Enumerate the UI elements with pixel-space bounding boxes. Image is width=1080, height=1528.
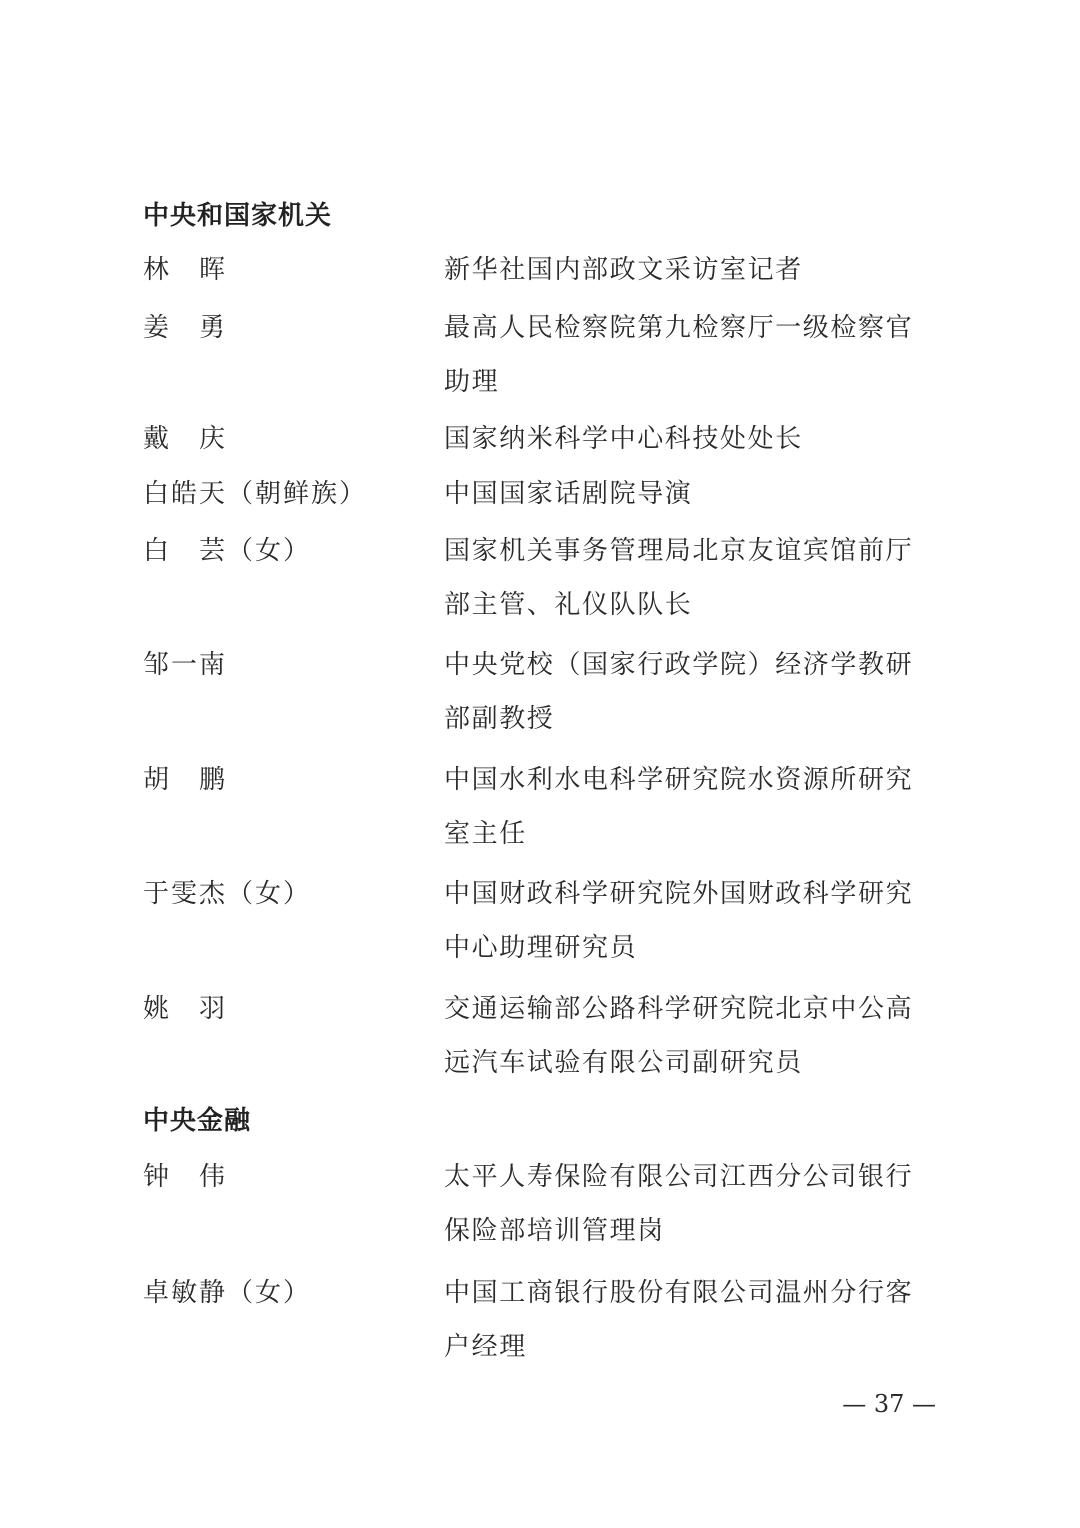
person-position: 新华社国内部政文采访室记者	[444, 255, 803, 285]
person-name: 于雯杰（女）	[143, 879, 312, 909]
person-position: 中央党校（国家行政学院）经济学教研部副教授	[444, 650, 914, 734]
person-position: 交通运输部公路科学研究院北京中公高远汽车试验有限公司副研究员	[444, 994, 914, 1078]
section-title-central-organs: 中央和国家机关	[143, 201, 333, 231]
person-position: 最高人民检察院第九检察厅一级检察官助理	[444, 313, 914, 397]
person-name: 姚 羽	[143, 994, 228, 1024]
person-name: 姜 勇	[143, 313, 228, 343]
person-name: 白皓天（朝鲜族）	[143, 479, 368, 509]
person-position: 中国水利水电科学研究院水资源所研究室主任	[444, 765, 914, 849]
person-name: 胡 鹏	[143, 765, 228, 795]
page-number: — 37 —	[842, 1390, 936, 1418]
section-title-central-finance: 中央金融	[143, 1106, 252, 1136]
person-position: 中国工商银行股份有限公司温州分行客户经理	[444, 1278, 914, 1362]
person-name: 邹一南	[143, 650, 228, 680]
person-position: 太平人寿保险有限公司江西分公司银行保险部培训管理岗	[444, 1162, 914, 1246]
person-name: 白 芸（女）	[143, 536, 312, 566]
person-position: 国家纳米科学中心科技处处长	[444, 424, 803, 454]
person-position: 中国国家话剧院导演	[444, 479, 693, 509]
person-name: 林 晖	[143, 255, 228, 285]
person-name: 戴 庆	[143, 424, 228, 454]
person-position: 国家机关事务管理局北京友谊宾馆前厅部主管、礼仪队队长	[444, 536, 914, 620]
person-position: 中国财政科学研究院外国财政科学研究中心助理研究员	[444, 879, 914, 963]
person-name: 钟 伟	[143, 1162, 228, 1192]
person-name: 卓敏静（女）	[143, 1278, 312, 1308]
